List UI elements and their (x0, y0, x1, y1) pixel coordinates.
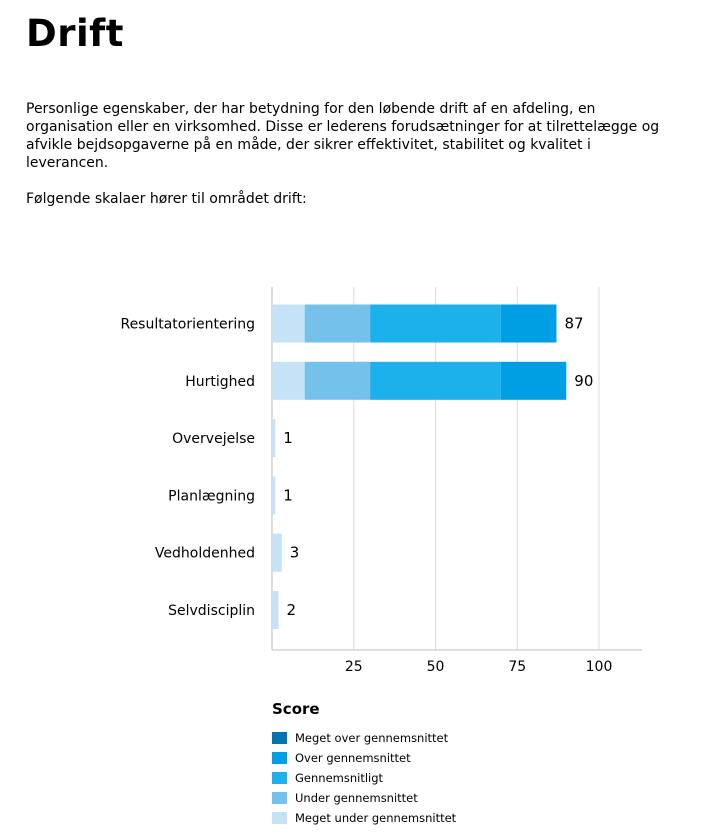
bar-segment (370, 305, 501, 343)
category-label: Resultatorientering (120, 316, 255, 333)
value-label: 90 (574, 371, 594, 390)
legend-swatch (272, 812, 287, 824)
category-label: Selvdisciplin (168, 603, 255, 619)
legend-item (272, 748, 456, 768)
value-label: 3 (289, 543, 300, 562)
legend-label: Over gennemsnittet (295, 751, 411, 765)
value-label: 1 (283, 486, 293, 505)
legend (272, 700, 456, 828)
legend-title: Score (272, 700, 320, 718)
bar-segment (272, 591, 279, 629)
category-label: Planlægning (168, 488, 255, 505)
bar-segment (272, 305, 305, 343)
legend-item (272, 728, 456, 748)
x-tick-label: 25 (344, 659, 363, 675)
legend-label: Under gennemsnittet (295, 791, 418, 805)
bar-segment (272, 362, 305, 400)
legend-item (272, 788, 456, 808)
x-tick-label: 100 (585, 659, 613, 675)
value-label: 2 (286, 601, 297, 619)
legend-swatch (272, 772, 287, 784)
bar-segment (272, 534, 282, 572)
category-label: Hurtighed (185, 373, 255, 390)
legend-item (272, 808, 456, 828)
category-label: Vedholdenhed (154, 545, 255, 562)
legend-swatch (272, 792, 287, 804)
category-label: Overvejelse (172, 431, 255, 448)
intro-paragraph: Personlige egenskaber, der har betydning for den løbende drift af en afdeling, en organisation eller en virksomhed. Disse er lederens forudsætninger for at tilrettelægge og afvikle bejdsopgaverne på en måde, der sikrer effektivitet, stabilitet og kvalitet i leverancen. (26, 101, 660, 171)
bar-segment (272, 419, 275, 457)
bar-segment (272, 476, 275, 514)
x-tick-label: 50 (426, 659, 445, 675)
bar-segment (305, 305, 370, 343)
legend-label: Gennemsnitligt (295, 771, 384, 785)
bar-segment (501, 305, 557, 343)
bar-segment (305, 362, 370, 400)
scales-label: Følgende skalaer hører til området drift: (26, 191, 307, 207)
bar-segment (501, 362, 566, 400)
legend-item (272, 768, 456, 788)
legend-swatch (272, 732, 287, 744)
value-label: 87 (564, 314, 584, 333)
value-label: 1 (283, 429, 293, 448)
legend-swatch (272, 752, 287, 764)
legend-label: Meget over gennemsnittet (295, 731, 449, 745)
legend-label: Meget under gennemsnittet (295, 811, 457, 825)
page-title: Drift (26, 12, 124, 55)
x-tick-label: 75 (508, 659, 527, 675)
bar-segment (370, 362, 501, 400)
